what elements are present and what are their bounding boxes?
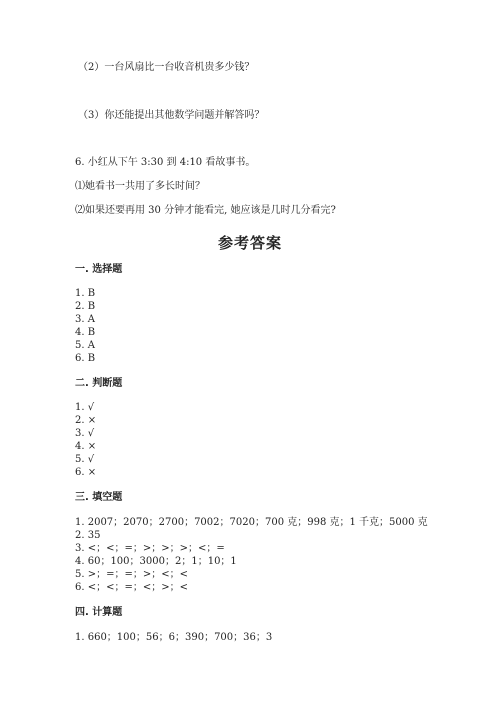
section-heading-choice: 一. 选择题: [75, 264, 123, 275]
list-item: 1. 660；100；56；6；390；700；36；3: [75, 632, 273, 643]
section-heading-calculation: 四. 计算题: [75, 607, 123, 618]
list-item: 1. 2007；2070；2700；7002；7020；700 克；998 克；1 千克；5000 克: [75, 517, 428, 528]
list-item: 5. A: [75, 340, 95, 351]
section-heading-fill-blank: 三. 填空题: [75, 492, 123, 503]
answers-title: 参考答案: [217, 234, 282, 252]
question-2-part-3: （3）你还能提出其他数学问题并解答吗？: [78, 110, 265, 121]
list-item: 3. <；<；=；>；>；>；<；=: [75, 543, 225, 554]
list-item: 3. A: [75, 314, 95, 325]
list-item: 1. √: [75, 402, 95, 413]
list-item: 2. 35: [75, 530, 101, 541]
list-item: 3. √: [75, 428, 95, 439]
list-item: 6. B: [75, 353, 96, 364]
list-item: 4. B: [75, 327, 96, 338]
question-6: 6. 小红从下午 3:30 到 4:10 看故事书。: [75, 157, 256, 168]
question-6-part-1: ⑴她看书一共用了多长时间？: [75, 181, 205, 192]
list-item: 4. 60；100；3000；2；1；10；1: [75, 556, 237, 567]
list-item: 6. <；<；=；<；>；<: [75, 582, 188, 593]
list-item: 1. B: [75, 288, 96, 299]
list-item: 5. √: [75, 454, 95, 465]
list-item: 2. ×: [75, 415, 97, 426]
list-item: 4. ×: [75, 441, 97, 452]
list-item: 6. ×: [75, 467, 97, 478]
section-heading-judgement: 二. 判断题: [75, 378, 123, 389]
question-6-part-2: ⑵如果还要再用 30 分钟才能看完, 她应该是几时几分看完?: [75, 205, 336, 216]
list-item: 5. >；=；=；>；<；<: [75, 569, 188, 580]
list-item: 2. B: [75, 301, 96, 312]
question-2-part-2: （2）一台风扇比一台收音机贵多少钱？: [78, 62, 255, 73]
